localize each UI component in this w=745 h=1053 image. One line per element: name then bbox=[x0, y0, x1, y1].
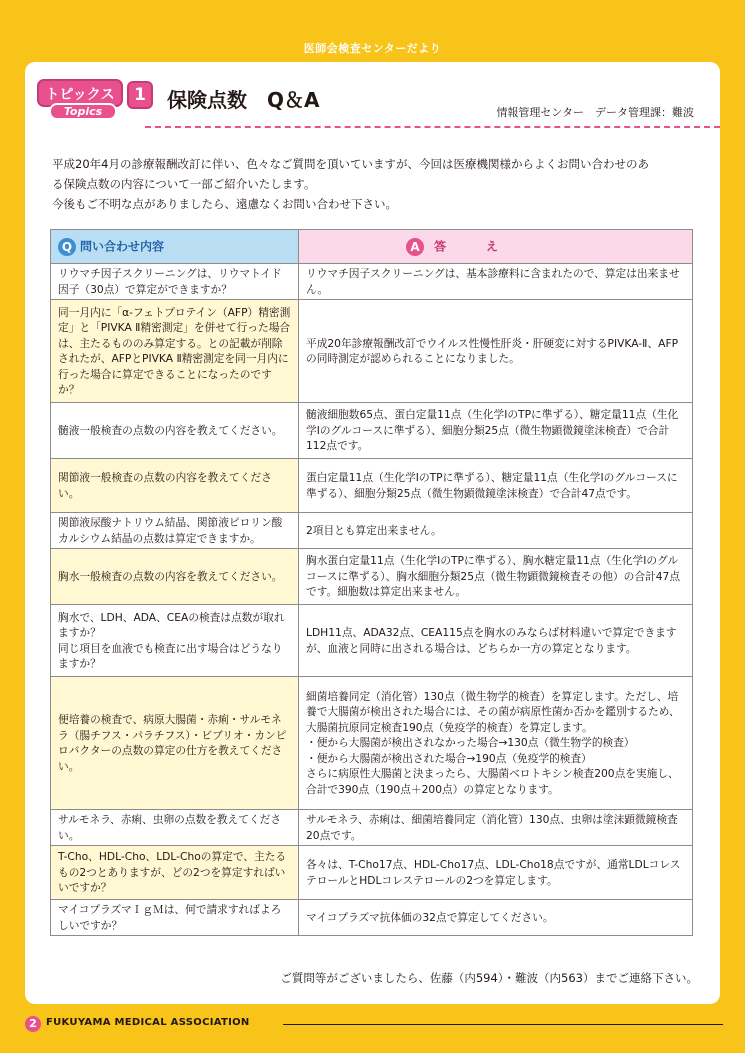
a-icon: A bbox=[406, 238, 424, 256]
answer-text: さらに病原性大腸菌と決まったら、大腸菌ベロトキシン検査200点を実施し、合計で390点（190点＋200点）の算定となります。 bbox=[306, 767, 679, 796]
page-sheet bbox=[25, 62, 720, 1004]
q-icon: Q bbox=[58, 238, 76, 256]
footer bbox=[25, 1016, 725, 1036]
answer-text: LDH11点、ADA32点、CEA115点を胸水のみならば材料違いで算定できますが、血液と同時に出される場合は、どちらか一方の算定となります。 bbox=[306, 626, 677, 655]
answer-cell bbox=[299, 846, 693, 900]
question-cell bbox=[51, 900, 299, 936]
qa-row bbox=[51, 900, 693, 936]
answer-text: 髄液細胞数65点、蛋白定量11点（生化学ⅠのTPに準ずる）、糖定量11点（生化学Ⅰのグルコースに準ずる）、細胞分類25点（微生物顕微鏡塗沫検査）で合計112点です。 bbox=[306, 408, 679, 453]
qa-table bbox=[50, 229, 693, 936]
answer-cell bbox=[299, 810, 693, 846]
answer-text: 平成20年診療報酬改訂でウイルス性慢性肝炎・肝硬変に対するPIVKA-Ⅱ、AFPの同時測定が認められることになりました。 bbox=[306, 336, 679, 365]
question-text: 便培養の検査で、病原大腸菌・赤痢・サルモネラ（腸チフス・パラチフス）・ビブリオ・カンピロバクターの点数の算定の仕方を教えてください。 bbox=[58, 713, 287, 773]
answer-text: 蛋白定量11点（生化学ⅠのTPに準ずる）、糖定量11点（生化学Ⅰのグルコースに準ずる）、細胞分類25点（微生物顕微鏡塗沫検査）で合計47点です。 bbox=[306, 471, 678, 500]
question-text: リウマチ因子スクリーニングは、リウマトイド因子（30点）で算定ができますか？ bbox=[58, 267, 282, 296]
intro-line: 今後もご不明な点がありましたら、遠慮なくお問い合わせ下さい。 bbox=[52, 197, 397, 211]
qa-header-row bbox=[51, 230, 693, 264]
intro-line: る保険点数の内容について一部ご紹介いたします。 bbox=[52, 177, 316, 191]
intro-text bbox=[52, 154, 702, 214]
footer-divider bbox=[283, 1024, 723, 1025]
answer-text: マイコプラズマ抗体価の32点で算定してください。 bbox=[306, 910, 554, 924]
answer-cell bbox=[299, 300, 693, 403]
question-text: T-Cho、HDL-Cho、LDL-Choの算定で、主たるもの2つとありますが、どの2つを算定すればいいですか？ bbox=[58, 850, 287, 895]
answer-text: 2項目とも算定出来ません。 bbox=[306, 523, 442, 537]
answer-text: ・便から大腸菌が検出されなかった場合→130点（微生物学的検査） bbox=[306, 736, 635, 750]
answer-text: 細菌培養同定（消化管）130点（微生物学的検査）を算定します。ただし、培養で大腸菌が検出された場合には、その菌が病原性菌か否かを鑑別するため、大腸菌抗原同定検査190点（免疫学的検査）を算定します。 bbox=[306, 689, 680, 734]
question-text: マイコプラズマＩｇＭは、何で請求すればよろしいですか？ bbox=[58, 903, 282, 932]
qa-row bbox=[51, 264, 693, 300]
association-name: FUKUYAMA MEDICAL ASSOCIATION bbox=[46, 1017, 250, 1028]
question-text: 髄液一般検査の点数の内容を教えてください。 bbox=[58, 423, 283, 437]
question-cell bbox=[51, 549, 299, 605]
question-cell bbox=[51, 810, 299, 846]
answer-cell bbox=[299, 677, 693, 810]
qa-row bbox=[51, 513, 693, 549]
question-header bbox=[51, 230, 299, 264]
answer-cell bbox=[299, 403, 693, 459]
topics-badge-sub: Topics bbox=[49, 103, 117, 120]
qa-body bbox=[51, 264, 693, 936]
question-text: サルモネラ、赤痢、虫卵の点数を教えてください。 bbox=[58, 813, 282, 842]
intro-line: 平成20年4月の診療報酬改訂に伴い、色々なご質問を頂いていますが、今回は医療機関様からよくお問い合わせのあ bbox=[52, 157, 649, 171]
answer-text: サルモネラ、赤痢は、細菌培養同定（消化管）130点、虫卵は塗沫顕微鏡検査20点です。 bbox=[306, 813, 678, 842]
answer-text: 各々は、T-Cho17点、HDL-Cho17点、LDL-Cho18点ですが、通常LDLコレステロールとHDLコレステロールの2つを算定します。 bbox=[306, 858, 681, 887]
question-cell bbox=[51, 677, 299, 810]
answer-cell bbox=[299, 549, 693, 605]
question-text: 関節液尿酸ナトリウム結晶、関節液ピロリン酸カルシウム結晶の点数は算定できますか。 bbox=[58, 516, 283, 545]
question-text: 同じ項目を血液でも検査に出す場合はどうなりますか？ bbox=[58, 641, 283, 670]
topics-number: 1 bbox=[127, 81, 153, 109]
contact-note: ご質問等がございましたら、佐藤（内594）・難波（内563）までご連絡下さい。 bbox=[280, 971, 698, 985]
answer-cell bbox=[299, 513, 693, 549]
question-cell bbox=[51, 264, 299, 300]
page-title: 保険点数 Q＆A bbox=[167, 88, 320, 112]
qa-row bbox=[51, 846, 693, 900]
answer-header-label: 答え bbox=[434, 238, 539, 253]
qa-row bbox=[51, 300, 693, 403]
answer-cell bbox=[299, 459, 693, 513]
newsletter-header: 医師会検査センターだより bbox=[303, 42, 442, 55]
question-text: 胸水一般検査の点数の内容を教えてください。 bbox=[58, 569, 283, 583]
question-text: 胸水で、LDH、ADA、CEAの検査は点数が取れますか？ bbox=[58, 610, 285, 639]
topics-badge bbox=[37, 79, 145, 123]
qa-row bbox=[51, 459, 693, 513]
question-cell bbox=[51, 300, 299, 403]
qa-row bbox=[51, 403, 693, 459]
answer-cell bbox=[299, 900, 693, 936]
qa-row bbox=[51, 549, 693, 605]
page-number: 2 bbox=[25, 1016, 41, 1032]
question-cell bbox=[51, 513, 299, 549]
title-divider bbox=[145, 126, 720, 128]
question-text: 関節液一般検査の点数の内容を教えてください。 bbox=[58, 471, 272, 500]
answer-text: ・便から大腸菌が検出された場合→190点（免疫学的検査） bbox=[306, 751, 592, 765]
answer-cell bbox=[299, 264, 693, 300]
answer-cell bbox=[299, 605, 693, 677]
answer-text: リウマチ因子スクリーニングは、基本診療料に含まれたので、算定は出来ません。 bbox=[306, 267, 680, 296]
answer-text: 胸水蛋白定量11点（生化学ⅠのTPに準ずる）、胸水糖定量11点（生化学Ⅰのグルコースに準ずる）、胸水細胞分類25点（微生物顕微鏡検査その他）の合計47点です。細胞数は算定出来ません。 bbox=[306, 554, 681, 599]
answer-header bbox=[299, 230, 693, 264]
topics-badge-label: トピックス bbox=[37, 79, 123, 107]
question-header-label: 問い合わせ内容 bbox=[80, 238, 165, 253]
question-text: 同一月内に「α-フェトプロテイン（AFP）精密測定」と「PIVKA Ⅱ精密測定」を併せて行った場合は、主たるもののみ算定する。との記載が削除されたが、AFPとPIVKA Ⅱ精密測定を同一月内に行った場合に算定できることになったのですか？ bbox=[58, 305, 291, 396]
question-cell bbox=[51, 846, 299, 900]
question-cell bbox=[51, 459, 299, 513]
question-cell bbox=[51, 403, 299, 459]
qa-row bbox=[51, 810, 693, 846]
qa-row bbox=[51, 605, 693, 677]
question-cell bbox=[51, 605, 299, 677]
qa-row bbox=[51, 677, 693, 810]
author-department: 情報管理センター データ管理課：難波 bbox=[496, 106, 694, 119]
